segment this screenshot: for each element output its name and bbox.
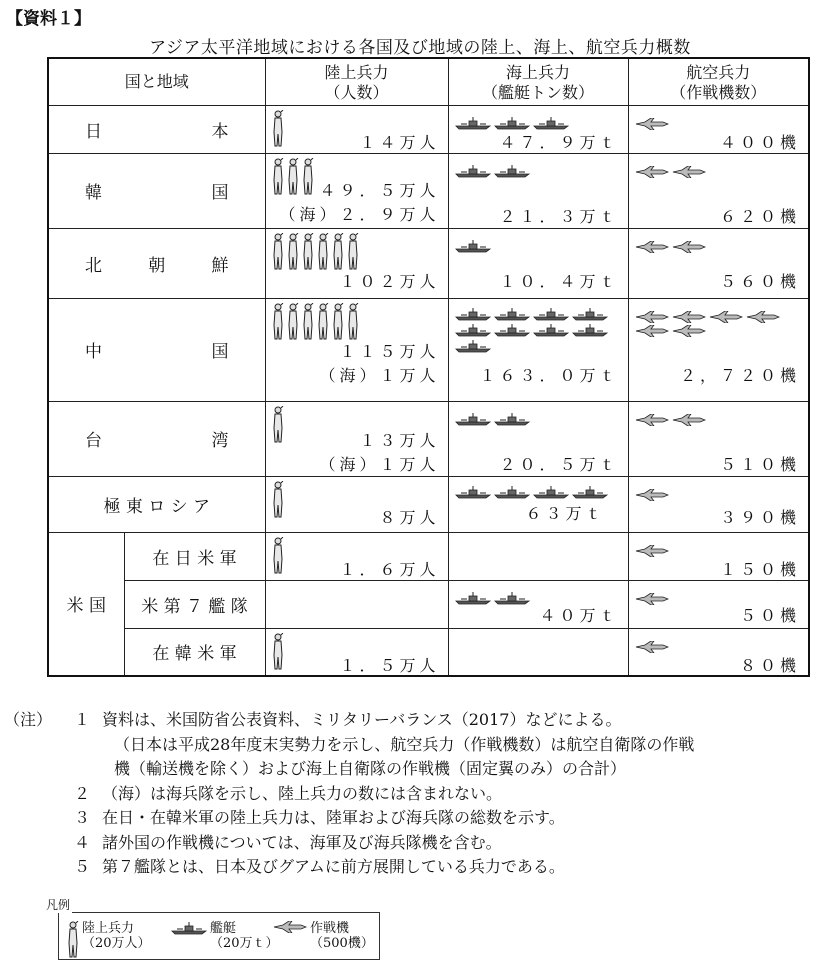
jet-icon <box>635 241 669 253</box>
jet-icon <box>672 311 706 323</box>
army-value: ８万人 <box>379 507 440 527</box>
table-row <box>48 228 809 298</box>
jet-icon-group <box>635 641 669 653</box>
jet-icon <box>672 166 706 178</box>
note-text: （海）は海兵隊を示し、陸上兵力の数には含まれない。 <box>102 783 503 803</box>
region-name: 台 湾 <box>48 401 265 476</box>
ship-icon <box>494 412 530 426</box>
jet-icon-group <box>635 241 706 253</box>
soldier-icon <box>332 303 344 341</box>
note-text: 諸外国の作戦機については、海軍及び海兵隊機を含む。 <box>102 832 502 852</box>
marine-value: （海）１万人 <box>319 454 440 474</box>
navy-cell <box>448 532 628 580</box>
jet-icon-group <box>635 593 669 605</box>
army-cell <box>265 532 448 580</box>
document-label: 【資料１】 <box>6 9 91 29</box>
header-region: 国と地域 <box>48 58 265 105</box>
ship-icon <box>533 116 569 130</box>
note-text: 第７艦隊とは、日本及びグアムに前方展開している兵力である。 <box>102 857 565 876</box>
ship-icon <box>533 323 569 337</box>
navy-cell <box>448 298 628 401</box>
soldier-icon <box>67 921 79 959</box>
jet-icon <box>672 414 706 426</box>
ship-icon <box>455 591 491 605</box>
forces-table <box>47 57 810 677</box>
jet-icon-group <box>635 545 669 557</box>
note-text: （日本は平成28年度末実勢力を示し、航空兵力（作戦機数）は航空自衛隊の作戦 <box>114 734 695 754</box>
air-cell <box>628 532 809 580</box>
army-value: １３万人 <box>359 430 440 450</box>
jet-icon <box>635 545 669 557</box>
jet-icon <box>746 311 780 323</box>
soldier-icon-group <box>272 633 284 671</box>
soldier-icon <box>332 233 344 271</box>
air-value: ２，７２０機 <box>680 365 801 385</box>
table-row <box>48 628 809 676</box>
ship-icon <box>455 339 491 353</box>
ship-icon <box>533 485 569 499</box>
soldier-icon <box>302 233 314 271</box>
jet-icon-group <box>635 414 706 426</box>
jet-icon-group <box>635 166 706 178</box>
ship-icon <box>572 485 608 499</box>
navy-cell <box>448 476 628 532</box>
air-cell <box>628 298 809 401</box>
navy-value: ２０．５万ｔ <box>499 454 620 474</box>
ship-icon-group <box>455 239 491 253</box>
ship-icon <box>171 921 207 939</box>
air-value: １５０機 <box>720 559 801 579</box>
ship-icon <box>455 164 491 178</box>
army-value: ４９．５万人 <box>319 180 440 200</box>
ship-icon <box>455 323 491 337</box>
jet-icon <box>635 489 669 501</box>
region-name: 極 東 ロ シ ア <box>48 476 265 532</box>
header-army: 陸上兵力 （人数） <box>265 58 448 105</box>
notes-head: （注） <box>4 710 53 729</box>
soldier-icon <box>347 303 359 341</box>
army-cell <box>265 228 448 298</box>
air-cell <box>628 476 809 532</box>
army-cell <box>265 580 448 628</box>
soldier-icon-group <box>272 537 284 575</box>
navy-cell <box>448 105 628 153</box>
table-title: アジア太平洋地域における各国及び地域の陸上、海上、航空兵力概数 <box>149 38 691 58</box>
region-name: 韓 国 <box>48 153 265 228</box>
army-value: １０２万人 <box>339 271 440 291</box>
jet-icon <box>273 921 307 937</box>
air-cell <box>628 580 809 628</box>
table-row <box>48 401 809 476</box>
navy-cell <box>448 153 628 228</box>
legend-navy: 艦艇 （20万ｔ） <box>171 921 279 951</box>
soldier-icon <box>347 233 359 271</box>
army-cell <box>265 476 448 532</box>
ship-icon-group <box>455 591 530 605</box>
air-value: ６２０機 <box>720 206 801 226</box>
army-cell <box>265 628 448 676</box>
note-number: ５ <box>74 857 91 876</box>
header-air: 航空兵力 （作戦機数） <box>628 58 809 105</box>
ship-icon <box>494 307 530 321</box>
soldier-icon <box>317 303 329 341</box>
soldier-icon <box>287 233 299 271</box>
navy-cell <box>448 228 628 298</box>
table-row <box>48 580 809 628</box>
legend-title: 凡例 <box>46 898 71 912</box>
navy-cell <box>448 401 628 476</box>
ship-icon <box>455 485 491 499</box>
header-row <box>48 58 809 105</box>
ship-icon-group <box>455 164 530 178</box>
ship-icon <box>455 239 491 253</box>
ship-icon <box>455 307 491 321</box>
navy-value: ６３万ｔ <box>525 503 606 523</box>
note-number: １ <box>74 710 91 729</box>
air-value: ５６０機 <box>720 271 801 291</box>
region-name: 北 朝 鮮 <box>48 228 265 298</box>
soldier-icon <box>272 233 284 271</box>
navy-cell <box>448 580 628 628</box>
ship-icon <box>494 591 530 605</box>
soldier-icon <box>287 303 299 341</box>
ship-icon <box>533 307 569 321</box>
soldier-icon <box>272 110 284 148</box>
jet-icon <box>635 593 669 605</box>
table-row <box>48 298 809 401</box>
ship-icon-group <box>455 485 608 499</box>
region-name: 日 本 <box>48 105 265 153</box>
army-value: １．５万人 <box>339 655 440 675</box>
note-number: ４ <box>74 832 91 852</box>
jet-icon <box>635 641 669 653</box>
soldier-icon <box>287 158 299 196</box>
note-number: ３ <box>74 808 91 827</box>
ship-icon <box>494 116 530 130</box>
army-value: １．６万人 <box>339 559 440 579</box>
navy-value: ２１．３万ｔ <box>499 206 620 226</box>
soldier-icon-group <box>272 406 284 444</box>
ship-icon <box>494 485 530 499</box>
ship-icon <box>455 116 491 130</box>
jet-icon <box>635 325 669 337</box>
ship-icon-group <box>455 116 569 130</box>
jet-icon <box>635 166 669 178</box>
army-cell <box>265 153 448 228</box>
army-value: １４万人 <box>359 132 440 152</box>
air-cell <box>628 228 809 298</box>
army-value: １１５万人 <box>339 341 440 361</box>
jet-icon <box>672 325 706 337</box>
marine-value: （海）１万人 <box>319 365 440 385</box>
jet-icon <box>672 241 706 253</box>
region-name-us: 米 国 <box>48 532 124 676</box>
air-cell <box>628 105 809 153</box>
soldier-icon <box>272 158 284 196</box>
note-text: 機（輸送機を除く）および海上自衛隊の作戦機（固定翼のみ）の合計） <box>114 759 627 778</box>
soldier-icon-group <box>272 481 284 519</box>
air-value: ５０機 <box>740 605 801 625</box>
navy-value: １０．４万ｔ <box>499 271 620 291</box>
soldier-icon-group <box>272 158 314 196</box>
air-value: ８０機 <box>740 655 801 675</box>
legend-air: 作戦機 （500機） <box>273 921 374 951</box>
header-navy: 海上兵力 （艦艇トン数） <box>448 58 628 105</box>
jet-icon <box>635 118 669 130</box>
notes <box>4 708 834 880</box>
air-cell <box>628 401 809 476</box>
navy-value: ４０万ｔ <box>539 605 620 625</box>
soldier-icon <box>302 158 314 196</box>
air-cell <box>628 153 809 228</box>
jet-icon <box>635 311 669 323</box>
table-row <box>48 532 809 580</box>
jet-icon-group <box>635 118 669 130</box>
army-cell <box>265 401 448 476</box>
navy-cell <box>448 628 628 676</box>
air-value: ４００機 <box>720 132 801 152</box>
subregion-name: 米 第 ７ 艦 隊 <box>124 580 265 628</box>
ship-icon <box>572 307 608 321</box>
soldier-icon <box>272 481 284 519</box>
subregion-name: 在 韓 米 軍 <box>124 628 265 676</box>
region-name: 中 国 <box>48 298 265 401</box>
soldier-icon <box>67 921 79 963</box>
soldier-icon <box>302 303 314 341</box>
air-value: ５１０機 <box>720 454 801 474</box>
jet-icon <box>273 921 307 933</box>
navy-value: １６３．０万ｔ <box>479 365 620 385</box>
soldier-icon <box>272 303 284 341</box>
air-value: ３９０機 <box>720 507 801 527</box>
navy-value: ４７．９万ｔ <box>499 132 620 152</box>
subregion-name: 在 日 米 軍 <box>124 532 265 580</box>
soldier-icon <box>272 406 284 444</box>
ship-icon <box>455 412 491 426</box>
note-text: 資料は、米国防省公表資料、ミリタリーバランス（2017）などによる。 <box>102 710 622 729</box>
table-row <box>48 476 809 532</box>
marine-value: （海）２．９万人 <box>279 204 440 224</box>
legend <box>58 912 380 960</box>
ship-icon-group <box>455 307 625 353</box>
jet-icon-group <box>635 489 669 501</box>
soldier-icon <box>272 537 284 575</box>
jet-icon <box>709 311 743 323</box>
soldier-icon <box>272 633 284 671</box>
ship-icon-group <box>455 412 530 426</box>
jet-icon-group <box>635 311 805 337</box>
army-cell <box>265 298 448 401</box>
table-row <box>48 105 809 153</box>
soldier-icon <box>317 233 329 271</box>
legend-army: 陸上兵力 （20万人） <box>67 921 151 963</box>
air-cell <box>628 628 809 676</box>
table-row <box>48 153 809 228</box>
ship-icon <box>572 323 608 337</box>
jet-icon <box>635 414 669 426</box>
soldier-icon-group <box>272 303 359 341</box>
ship-icon <box>494 323 530 337</box>
ship-icon <box>494 164 530 178</box>
ship-icon <box>171 921 207 935</box>
note-text: 在日・在韓米軍の陸上兵力は、陸軍および海兵隊の総数を示す。 <box>102 808 565 827</box>
note-number: ２ <box>74 783 91 803</box>
soldier-icon-group <box>272 110 284 148</box>
army-cell <box>265 105 448 153</box>
soldier-icon-group <box>272 233 359 271</box>
